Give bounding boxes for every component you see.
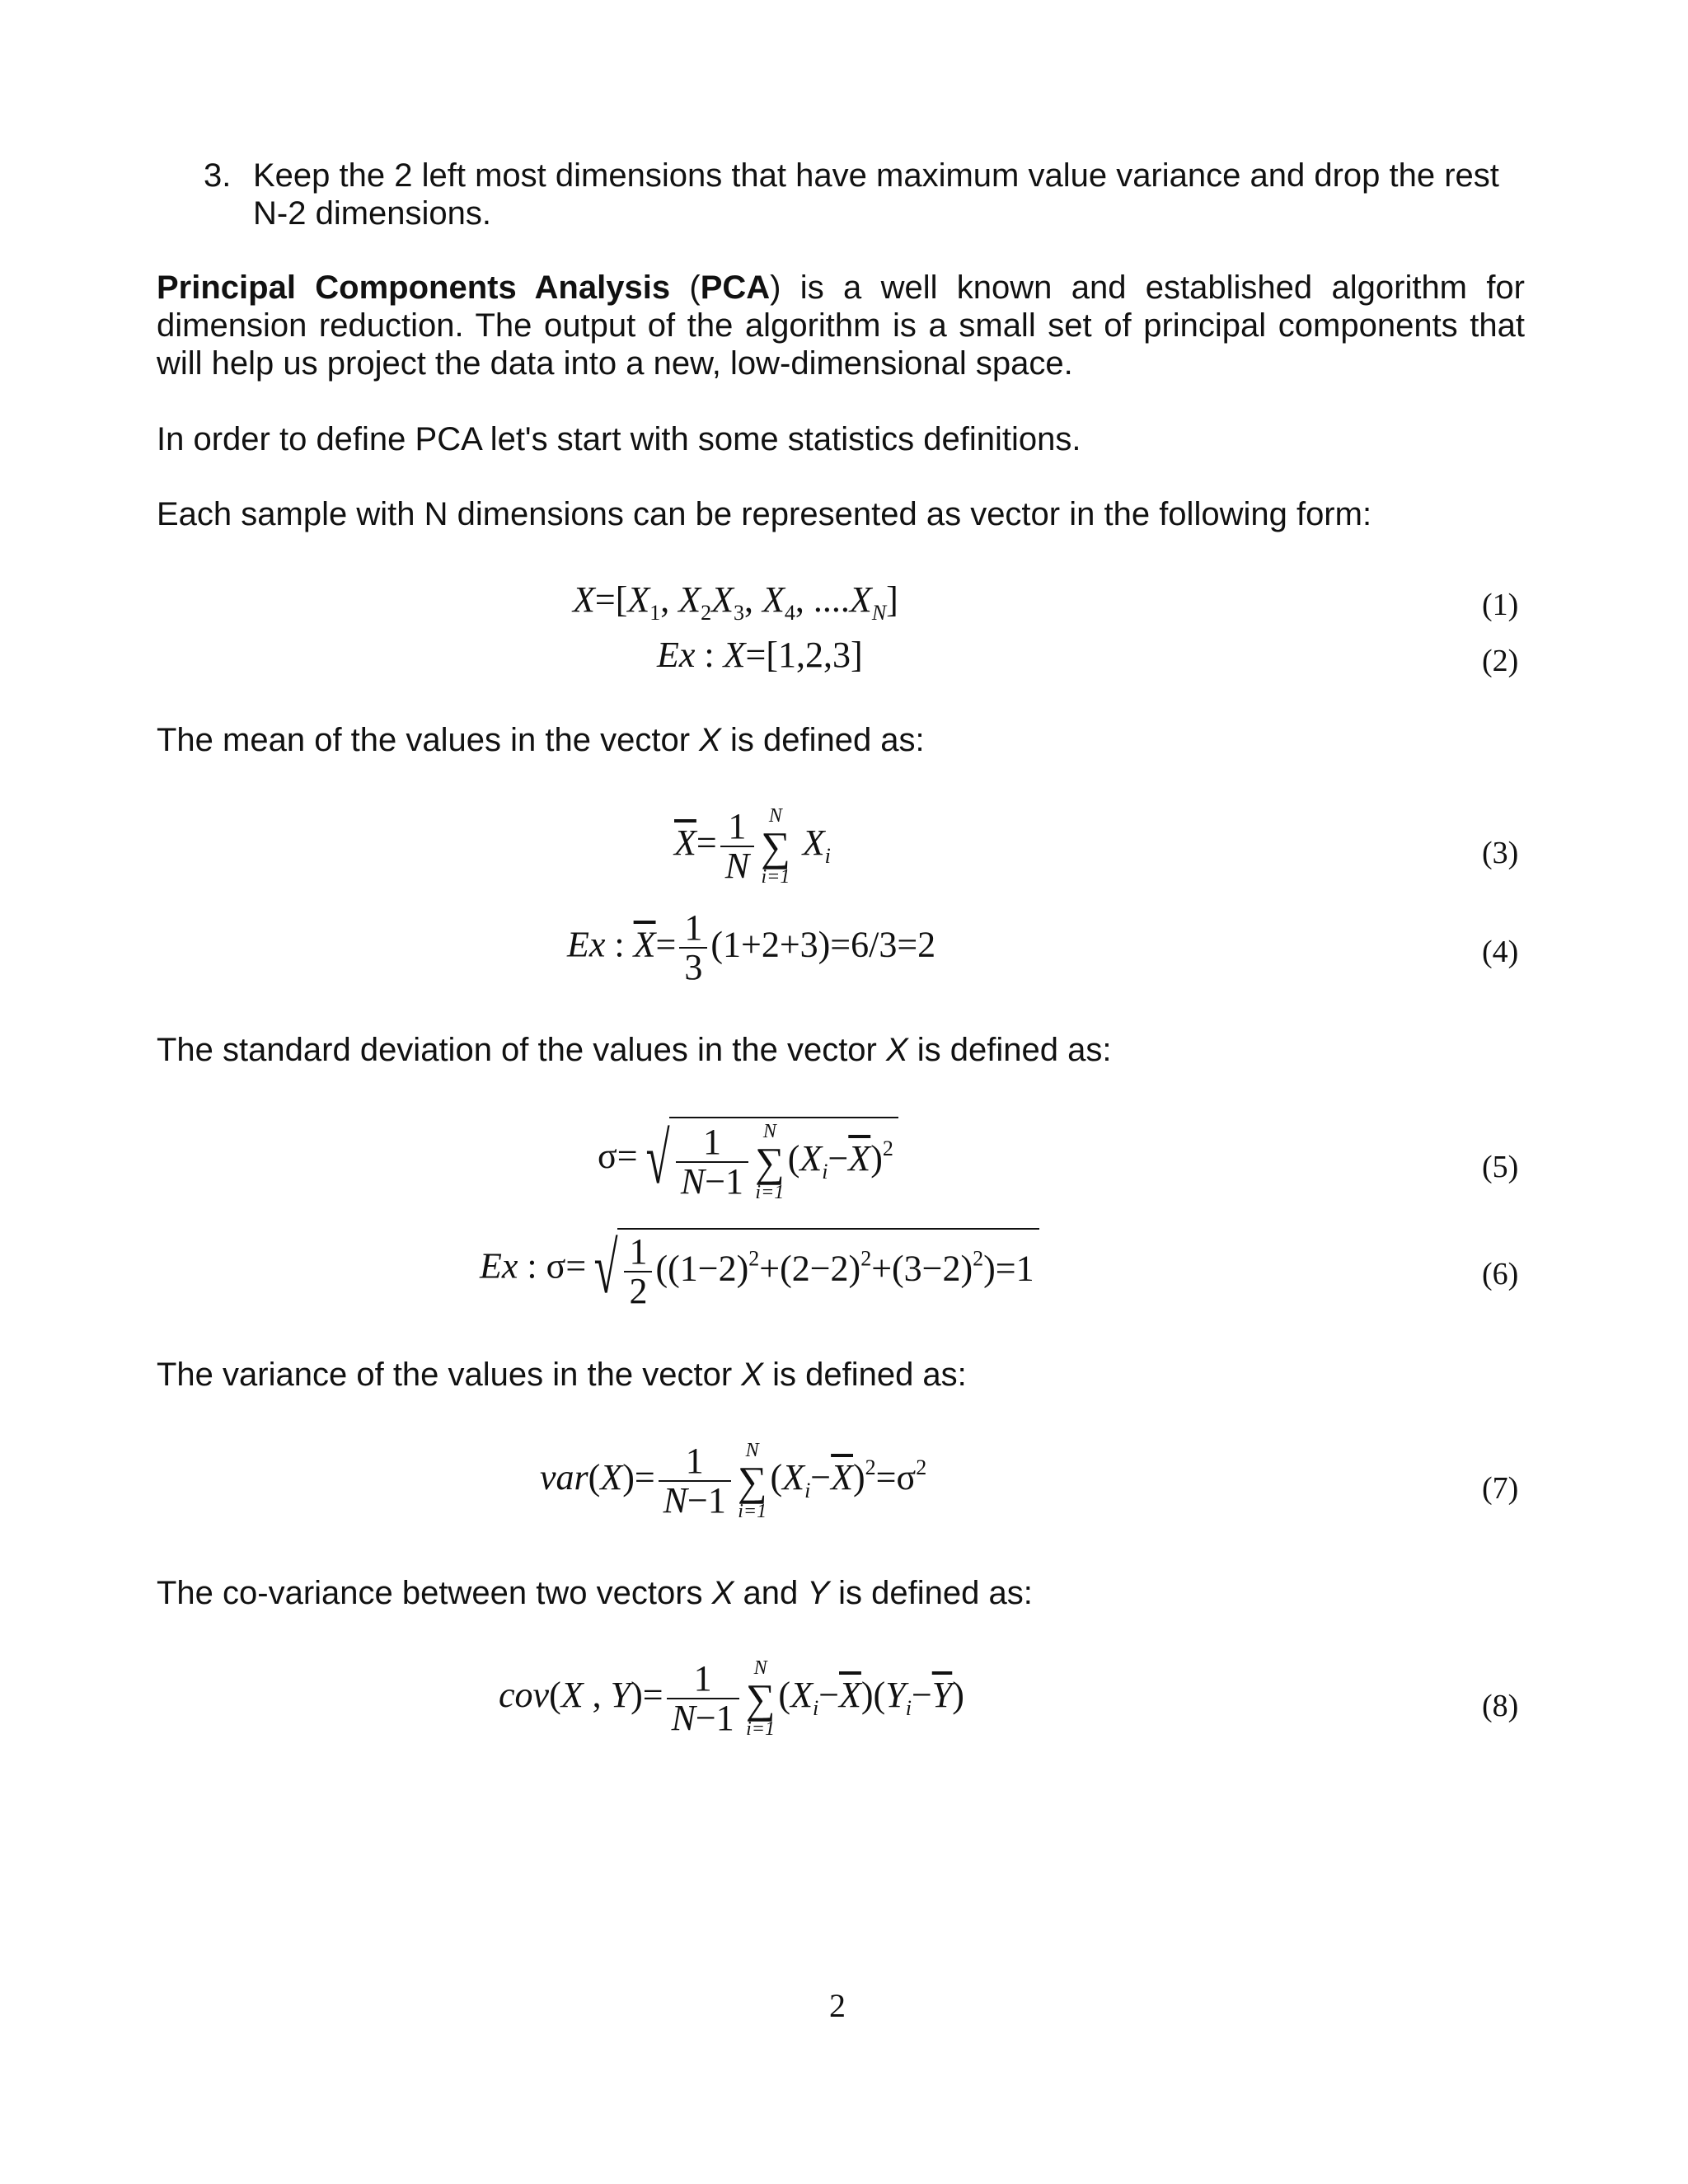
- list-item-text: Keep the 2 left most dimensions that have maximum value variance and drop the rest N-2 dimensions.: [253, 157, 1499, 232]
- equation-2: Ex : X=[1,2,3]: [657, 635, 863, 675]
- mean-text-after: is defined as:: [720, 722, 925, 758]
- variance-variable: X: [741, 1357, 763, 1393]
- equation-8: cov(X , Y)= $\frac{1}{N-1}$ N ∑ i=1 $(X_i-\overline{X})(Y_i-\overline{Y})$: [499, 1657, 964, 1740]
- equation-number: (5): [1482, 1150, 1519, 1184]
- equation-number: (6): [1482, 1257, 1519, 1291]
- equation-number: (8): [1482, 1689, 1519, 1723]
- equation-6: Ex : σ= √ $\frac{1}{2}$ $((1-2)^2+(2-2)^2+(3-2)^2)=1$: [480, 1228, 1039, 1310]
- std-paragraph: [157, 1031, 1525, 1069]
- cov-text-after: is defined as:: [829, 1575, 1033, 1611]
- mean-text-before: The mean of the values in the vector: [157, 722, 700, 758]
- equation-number: (1): [1482, 588, 1519, 622]
- sample-paragraph: Each sample with N dimensions can be represented as vector in the following form:: [157, 496, 1372, 532]
- covariance-paragraph: [157, 1574, 1525, 1612]
- std-text-after: is defined as:: [907, 1032, 1112, 1068]
- equation-4: Ex : $\overline{X}=$ $\frac{1}{3}$ (1+2+3)=6/3=2: [567, 907, 936, 988]
- equation-number: (4): [1482, 935, 1519, 969]
- cov-text-before: The co-variance between two vectors: [157, 1575, 712, 1611]
- equation-number: (7): [1482, 1471, 1519, 1506]
- variance-paragraph: [157, 1356, 1525, 1394]
- cov-text-mid: and: [734, 1575, 808, 1611]
- mean-variable: X: [699, 722, 721, 758]
- intro-paragraph: In order to define PCA let's start with some statistics definitions.: [157, 421, 1081, 457]
- equation-3: $\overline{X}=$ $\frac{1}{N}$ N ∑ i=1 $X_i$: [674, 805, 831, 888]
- equation-number: (2): [1482, 644, 1519, 678]
- equation-1: $X=[X_1$, $X_2X_3$, $X_4$, $....X_N$]: [573, 579, 898, 625]
- pca-paragraph: [157, 269, 1525, 382]
- equation-number: (3): [1482, 836, 1519, 870]
- variance-text-after: is defined as:: [762, 1357, 967, 1393]
- list-item-number: 3.: [204, 157, 232, 194]
- cov-variable-x: X: [711, 1575, 734, 1611]
- equation-7: var(X)= $\frac{1}{N-1}$ N ∑ i=1 $(X_i-\overline{X})^2=\sigma^2$: [540, 1440, 927, 1522]
- equation-5: σ= √ $\frac{1}{N-1}$ N ∑ i=1 $(X_i-\overline{X})^2$: [598, 1117, 898, 1202]
- paren-open: (: [670, 269, 701, 306]
- std-variable: X: [885, 1032, 908, 1068]
- pca-description: ) is a well known and established algorithm for dimension reduction. The output of the algorithm is a small set of principal components that will help us project the data into a new, low-dimensional space.: [157, 269, 1526, 382]
- cov-variable-y: Y: [807, 1575, 829, 1611]
- mean-paragraph: [157, 721, 1525, 759]
- page-number: 2: [829, 1987, 846, 2024]
- pca-term: Principal Components Analysis: [157, 269, 671, 306]
- pca-abbrev: PCA: [700, 269, 771, 306]
- std-text-before: The standard deviation of the values in the vector: [157, 1032, 886, 1068]
- variance-text-before: The variance of the values in the vector: [157, 1357, 742, 1393]
